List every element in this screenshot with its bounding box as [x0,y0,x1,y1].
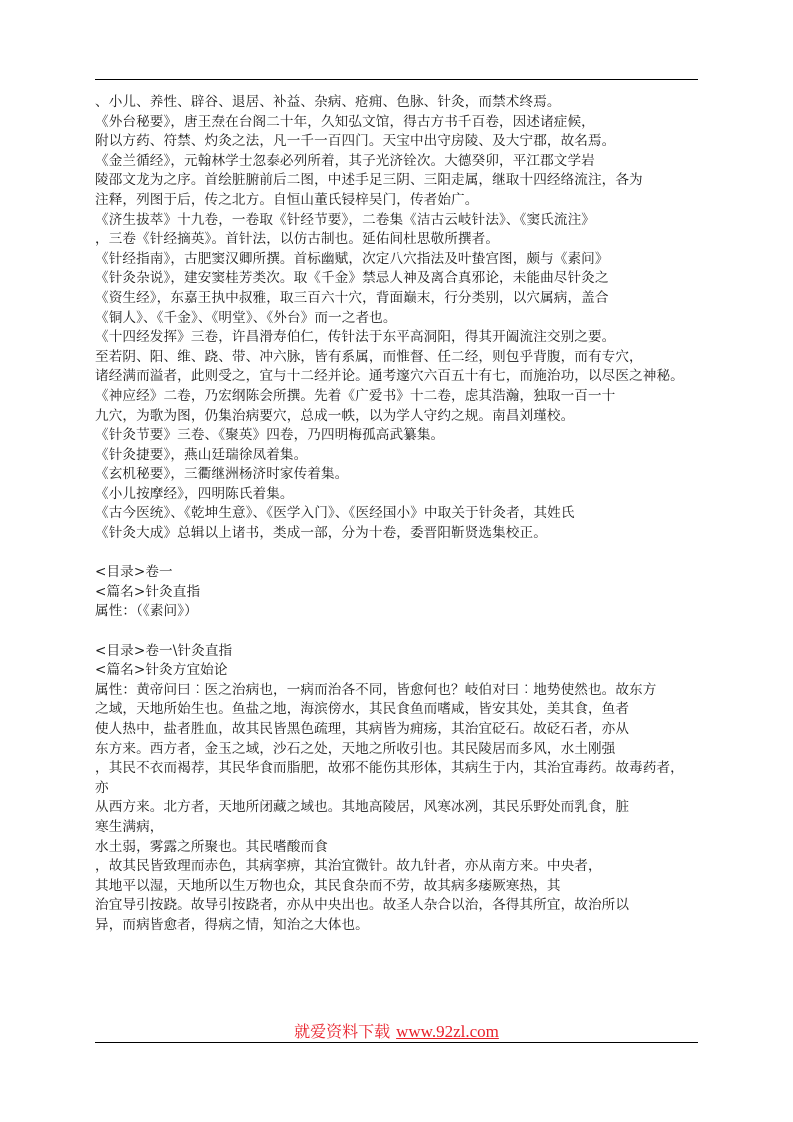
catalog-line: <目录>卷一\针灸直指 [95,642,233,659]
header-rule [95,79,698,80]
footer-label: 就爱资料下载 [294,1022,391,1041]
text-line: 附以方药、符禁、灼灸之法，凡一千一百四门。天宝中出守房陵、及大宁郡，故名焉。 [95,133,616,150]
text-line: 《济生拔萃》十九卷，一卷取《针经节要》，二卷集《洁古云岐针法》、《窦氏流注》 [95,211,595,228]
text-line: 《针灸大成》总辑以上诸书，类成一部，分为十卷，委晋阳靳贤选集校正。 [95,525,547,542]
blank-line [95,622,705,642]
text-line: 《针灸杂说》，建安窦桂芳类次。取《千金》禁忌人神及离合真邪论，未能曲尽针灸之 [95,270,609,287]
section-bibliography [95,93,705,544]
text-line: 《针灸捷要》，燕山廷瑞徐凤着集。 [95,446,308,463]
text-line: 《十四经发挥》三卷，许昌滑寿伯仁，传针法于东平高洞阳，得其开阖流注交别之要。 [95,329,616,346]
text-line: ，三卷《针经摘英》。首针法，以仿古制也。延佑间杜思敬所撰者。 [95,231,500,248]
text-line: 东方来。西方者，金玉之域，沙石之处，天地之所收引也。其民陵居而多风，水土刚强 [95,740,616,757]
text-line: 至若阴、阳、维、跷、带、冲六脉，皆有系属，而惟督、任二经，则包乎背腹，而有专穴， [95,348,643,365]
title-line: <篇名>针灸直指 [95,583,201,600]
text-line: 属性：黄帝问曰︰医之治病也，一病而治各不同，皆愈何也？岐伯对曰︰地势使然也。故东方 [95,681,657,698]
text-line: 陵邵文龙为之序。首绘脏腑前后二图，中述手足三阴、三阳走属，继取十四经络流注，各为 [95,172,643,189]
text-line: 《神应经》二卷，乃宏纲陈会所撰。先着《广爱书》十二卷，虑其浩瀚，独取一百一十 [95,387,616,404]
text-line: 《资生经》，东嘉王执中叔雅，取三百六十穴，背面巅末，行分类别，以穴属病，盖合 [95,289,609,306]
text-line: 《小儿按摩经》，四明陈氏着集。 [95,485,294,502]
text-line: 之域，天地所始生也。鱼盐之地，海滨傍水，其民食鱼而嗜咸，皆安其处，美其食，鱼者 [95,701,630,718]
blank-line [95,544,705,564]
catalog-line: <目录>卷一 [95,564,173,581]
text-line: 诸经满而溢者，此则受之，宜与十二经并论。通考邃穴六百五十有七，而施治功，以尽医之神秘。 [95,368,684,385]
text-line: 水土弱，雾露之所聚也。其民嗜酸而食 [95,838,328,855]
text-line: ，其民不衣而褐荐，其民华食而脂肥，故邪不能伤其形体，其病生于内，其治宜毒药。故毒药者， [95,760,684,777]
text-line: 《玄机秘要》，三衢继洲杨济时家传着集。 [95,466,349,483]
text-line: ，故其民皆致理而赤色，其病挛痹，其治宜微针。故九针者，亦从南方来。中央者， [95,858,602,875]
text-line: 《古今医统》、《乾坤生意》、《医学入门》、《医经国小》中取关于针灸者，其姓氏 [95,505,575,522]
footer-watermark [0,1019,793,1042]
text-line: 注释，列图于后，传之北方。自恒山董氏锓梓吴门，传者始广。 [95,191,479,208]
footer-site-link[interactable]: www.92zl.com [396,1022,499,1041]
text-line: 《针灸节要》三卷、《聚英》四卷，乃四明梅孤高武纂集。 [95,427,445,444]
text-line: 异，而病皆愈者，得病之情，知治之大体也。 [95,916,369,933]
text-line: 九穴，为歌为图，仍集治病要穴，总成一帙，以为学人守约之规。南昌刘瑾校。 [95,407,575,424]
text-line: 从西方来。北方者，天地所闭藏之域也。其地高陵居，风寒冰冽，其民乐野处而乳食，脏 [95,799,630,816]
section-chapter-header [95,563,705,622]
text-line: 亦 [95,779,109,796]
footer-rule [95,1042,698,1043]
text-line: 《针经指南》，古肥窦汉卿所撰。首标幽赋，次定八穴指法及叶蛰宫图，颇与《素问》 [95,250,609,267]
text-line: 寒生满病， [95,818,164,835]
section-chapter-content [95,642,705,936]
text-line: 、小儿、养性、辟谷、退居、补益、杂病、疮痈、色脉、针灸，而禁术终焉。 [95,94,561,110]
attribute-line: 属性：（《素问》） [95,603,198,620]
title-line: <篇名>针灸方宜始论 [95,662,228,679]
text-line: 使人热中，盐者胜血，故其民皆黑色疏理，其病皆为痈疡，其治宜砭石。故砭石者，亦从 [95,721,630,737]
text-line: 《铜人》、《千金》、《明堂》、《外台》而一之者也。 [95,309,397,326]
text-line: 其地平以湿，天地所以生万物也众，其民食杂而不劳，故其病多痿厥寒热，其 [95,877,561,894]
text-line: 治宜导引按跷。故导引按跷者，亦从中央出也。故圣人杂合以治，各得其所宜，故治所以 [95,897,630,914]
text-line: 《金兰循经》，元翰林学士忽泰必列所着，其子光济铨次。大德癸卯，平江郡文学岩 [95,152,595,169]
document-body [95,93,705,936]
text-line: 《外台秘要》，唐王焘在台阁二十年，久知弘文馆，得古方书千百卷，因述诸症候， [95,113,595,130]
